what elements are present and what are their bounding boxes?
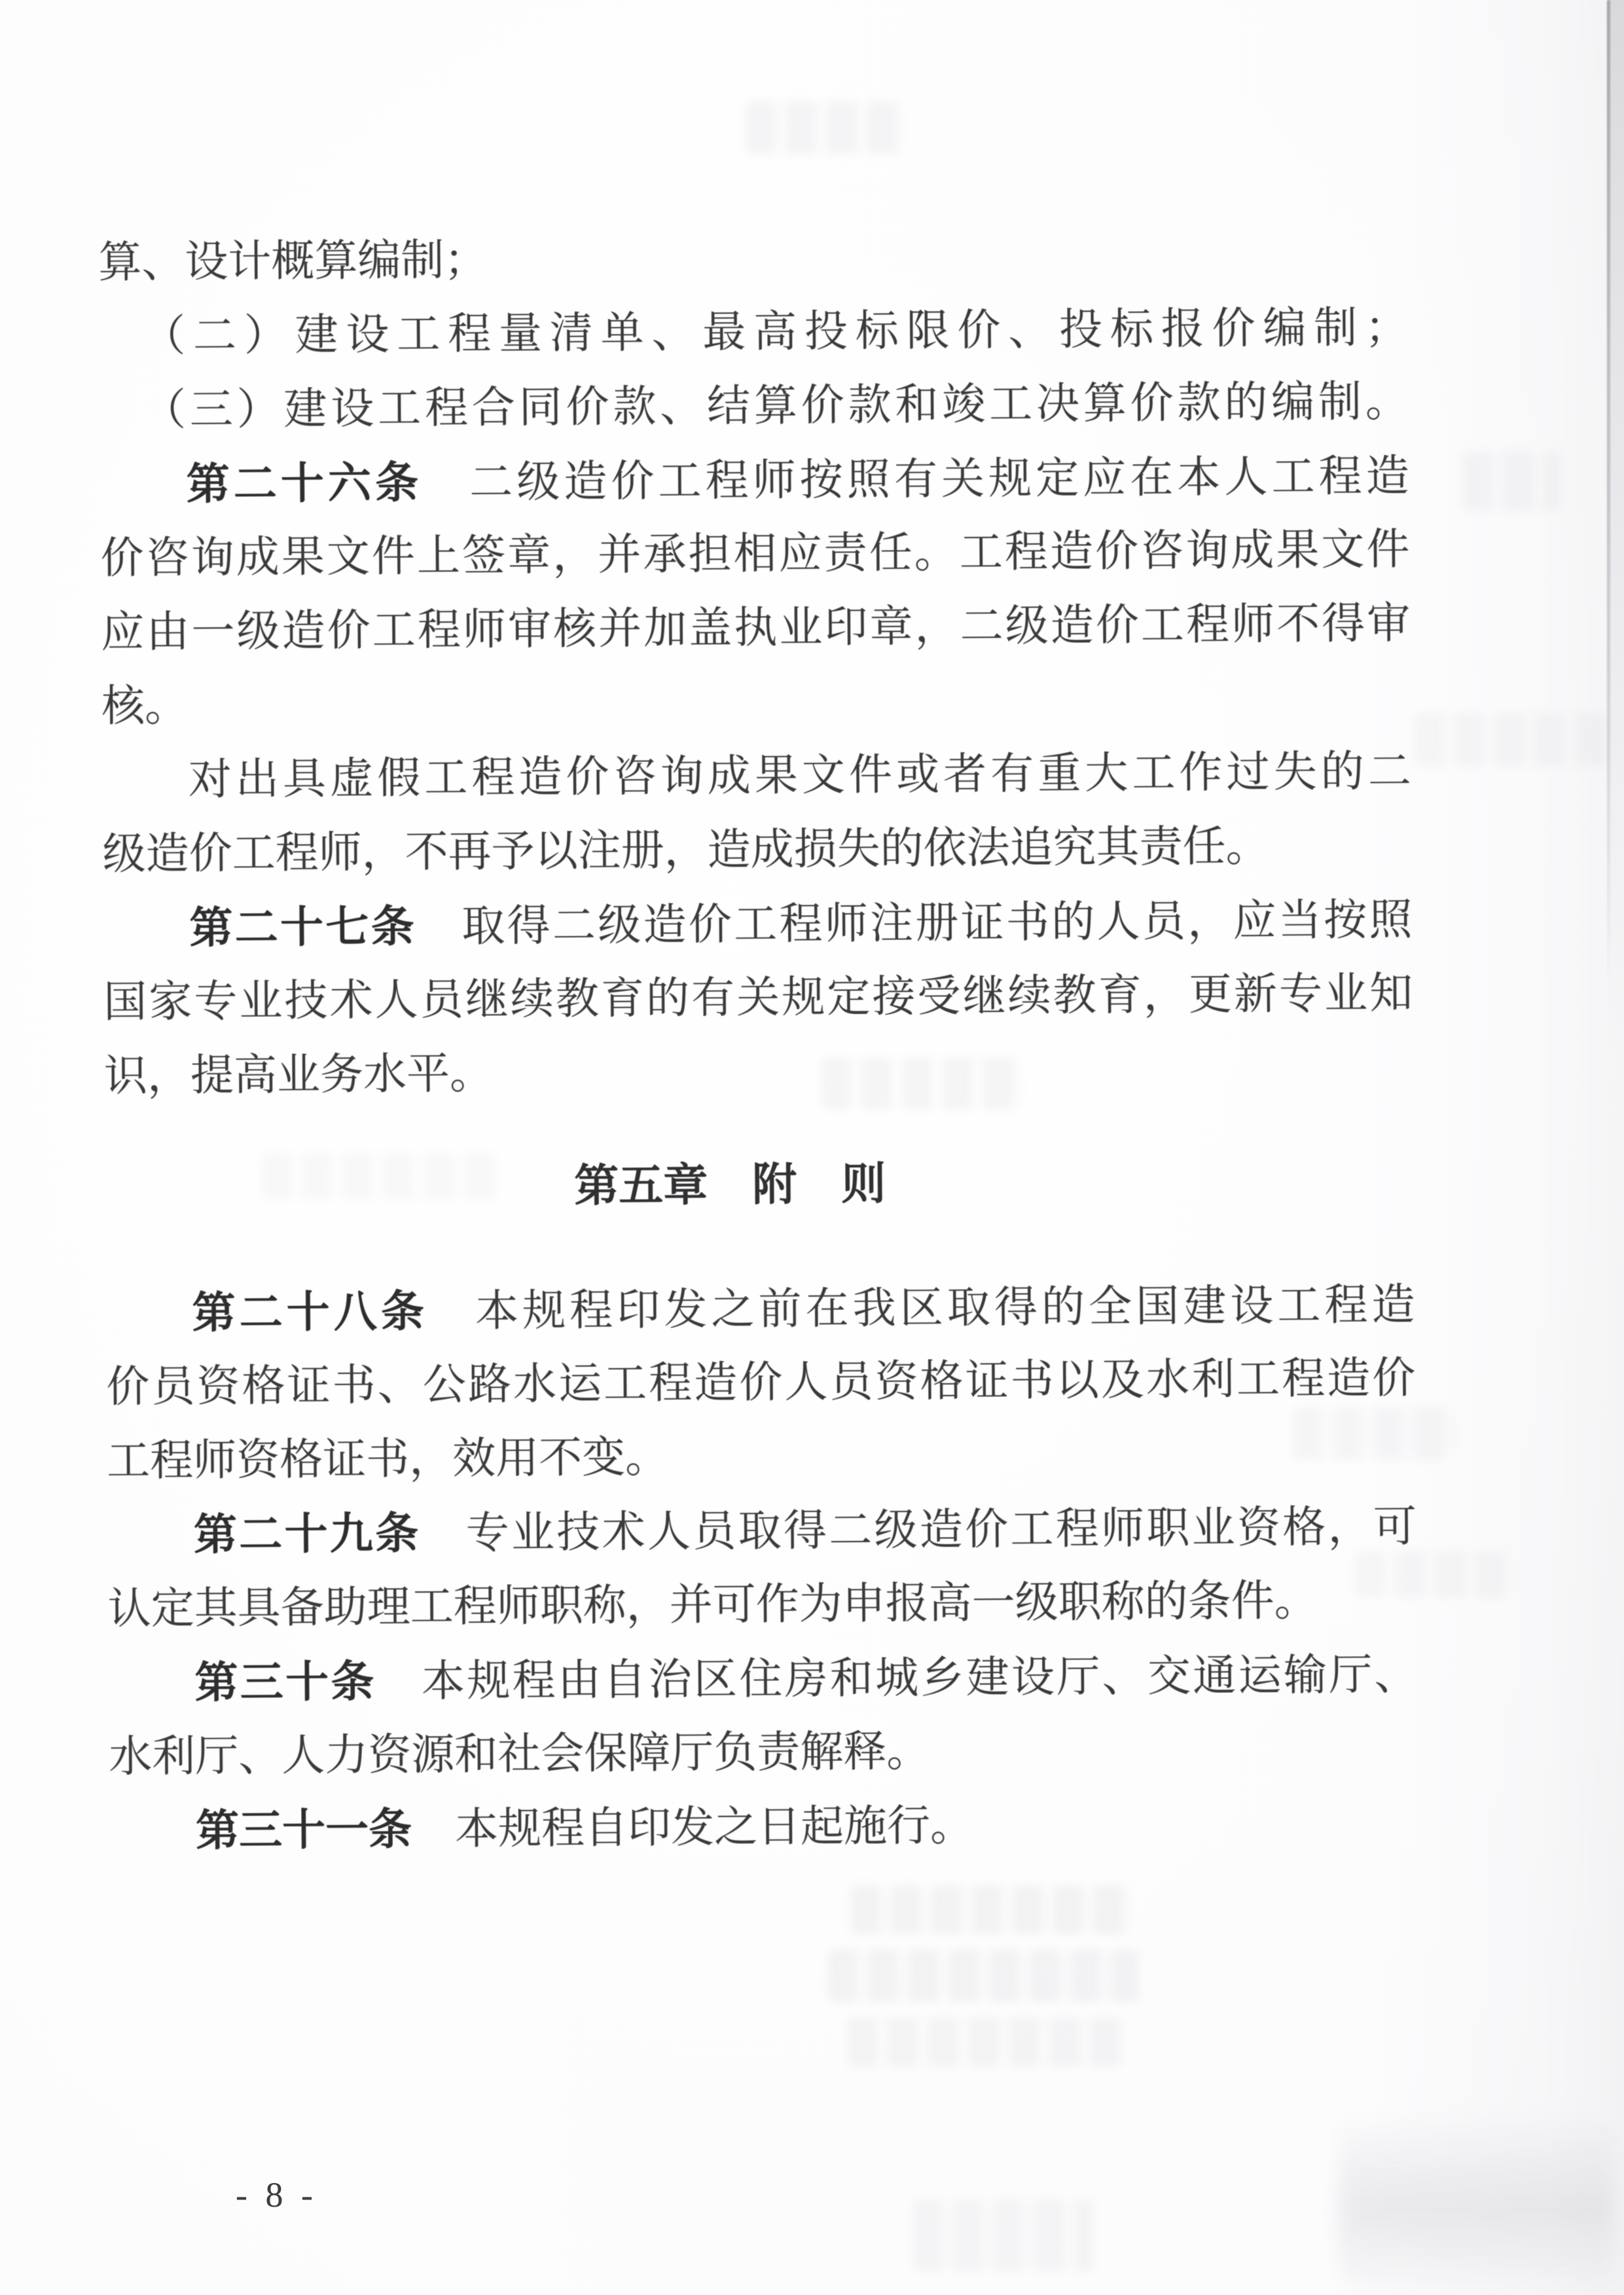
line-text: 工程师资格证书，效用不变。 — [106, 1433, 669, 1485]
line-text: 取得二级造价工程师注册证书的人员，应当按照 — [416, 896, 1413, 951]
line-text: 对出具虚假工程造价咨询成果文件或者有重大工作过失的二 — [188, 748, 1412, 804]
body-line — [103, 882, 1413, 966]
line-text: 价员资格证书、公路水运工程造价人员资格证书以及水利工程造价 — [106, 1354, 1416, 1411]
bleed-through-smudge — [1463, 452, 1561, 511]
body-line — [102, 808, 1412, 892]
body-line — [99, 365, 1409, 448]
article-number: 第二十八条 — [192, 1286, 429, 1337]
bleed-through-smudge — [913, 2199, 1093, 2271]
line-text: 识，提高业务水平。 — [103, 1049, 494, 1100]
body-line — [105, 1267, 1415, 1350]
article-number: 第三十条 — [194, 1657, 377, 1707]
body-line — [107, 1415, 1416, 1498]
body-line — [101, 587, 1411, 670]
body-line — [99, 291, 1409, 374]
line-text: 认定其具备助理工程师职称，并可作为申报高一级职称的条件。 — [107, 1577, 1318, 1633]
line-text: 第五章 附 则 — [573, 1159, 886, 1211]
line-text: （二）建设工程量清单、最高投标限价、投标报价编制； — [141, 304, 1409, 361]
body-line — [107, 1563, 1417, 1646]
body-line — [103, 956, 1413, 1039]
line-text: 本规程由自治区住房和城乡建设厅、交通运输厅、 — [376, 1650, 1418, 1707]
bleed-through-smudge — [851, 1885, 1132, 1934]
document-text — [98, 217, 1418, 1868]
body-line — [101, 660, 1411, 744]
body-line — [109, 1711, 1418, 1794]
line-text: 二级造价工程师按照有关规定应在本人工程造 — [422, 452, 1409, 507]
bleed-through-smudge — [828, 1949, 1139, 2002]
line-text: 级造价工程师，不再予以注册，造成损失的依法追究其责任。 — [102, 822, 1269, 878]
body-line — [106, 1341, 1416, 1424]
line-text: （三）建设工程合同价款、结算价款和竣工决算价款的编制。 — [142, 378, 1409, 435]
line-text: 应由一级造价工程师审核并加盖执业印章，二级造价工程师不得审 — [101, 600, 1411, 657]
bleed-through-smudge — [746, 101, 903, 154]
article-number: 第二十七条 — [189, 901, 417, 952]
body-line — [109, 1785, 1419, 1868]
page-edge-line — [1607, 0, 1610, 982]
line-text: 本规程自印发之日起施行。 — [411, 1801, 974, 1854]
body-line — [104, 1030, 1414, 1113]
bottom-right-scan-shade — [1340, 2112, 1615, 2288]
line-text: 本规程印发之前在我区取得的全国建设工程造 — [427, 1280, 1415, 1336]
body-line — [99, 439, 1409, 522]
body-line — [107, 1489, 1417, 1572]
line-text: 核。 — [101, 682, 189, 731]
bleed-through-smudge — [848, 2017, 1123, 2067]
article-number: 第二十九条 — [193, 1508, 421, 1559]
page-number: - 8 - — [236, 2175, 317, 2214]
body-line — [102, 734, 1412, 818]
article-number: 第二十六条 — [186, 458, 423, 509]
line-text: 国家专业技术人员继续教育的有关规定接受继续教育，更新专业知 — [103, 969, 1413, 1026]
line-text: 专业技术人员取得二级造价工程师职业资格，可 — [420, 1502, 1417, 1558]
article-number: 第三十一条 — [195, 1804, 412, 1855]
line-text: 算、设计概算编制； — [98, 236, 488, 287]
bleed-through-smudge — [1414, 714, 1610, 766]
body-line — [108, 1637, 1418, 1720]
body-line — [98, 217, 1408, 300]
body-line — [100, 513, 1410, 596]
line-text: 价咨询成果文件上签章，并承担相应责任。工程造价咨询成果文件 — [100, 526, 1410, 583]
line-text: 水利厅、人力资源和社会保障厅负责解释。 — [109, 1727, 930, 1781]
chapter-heading — [75, 1144, 1385, 1227]
